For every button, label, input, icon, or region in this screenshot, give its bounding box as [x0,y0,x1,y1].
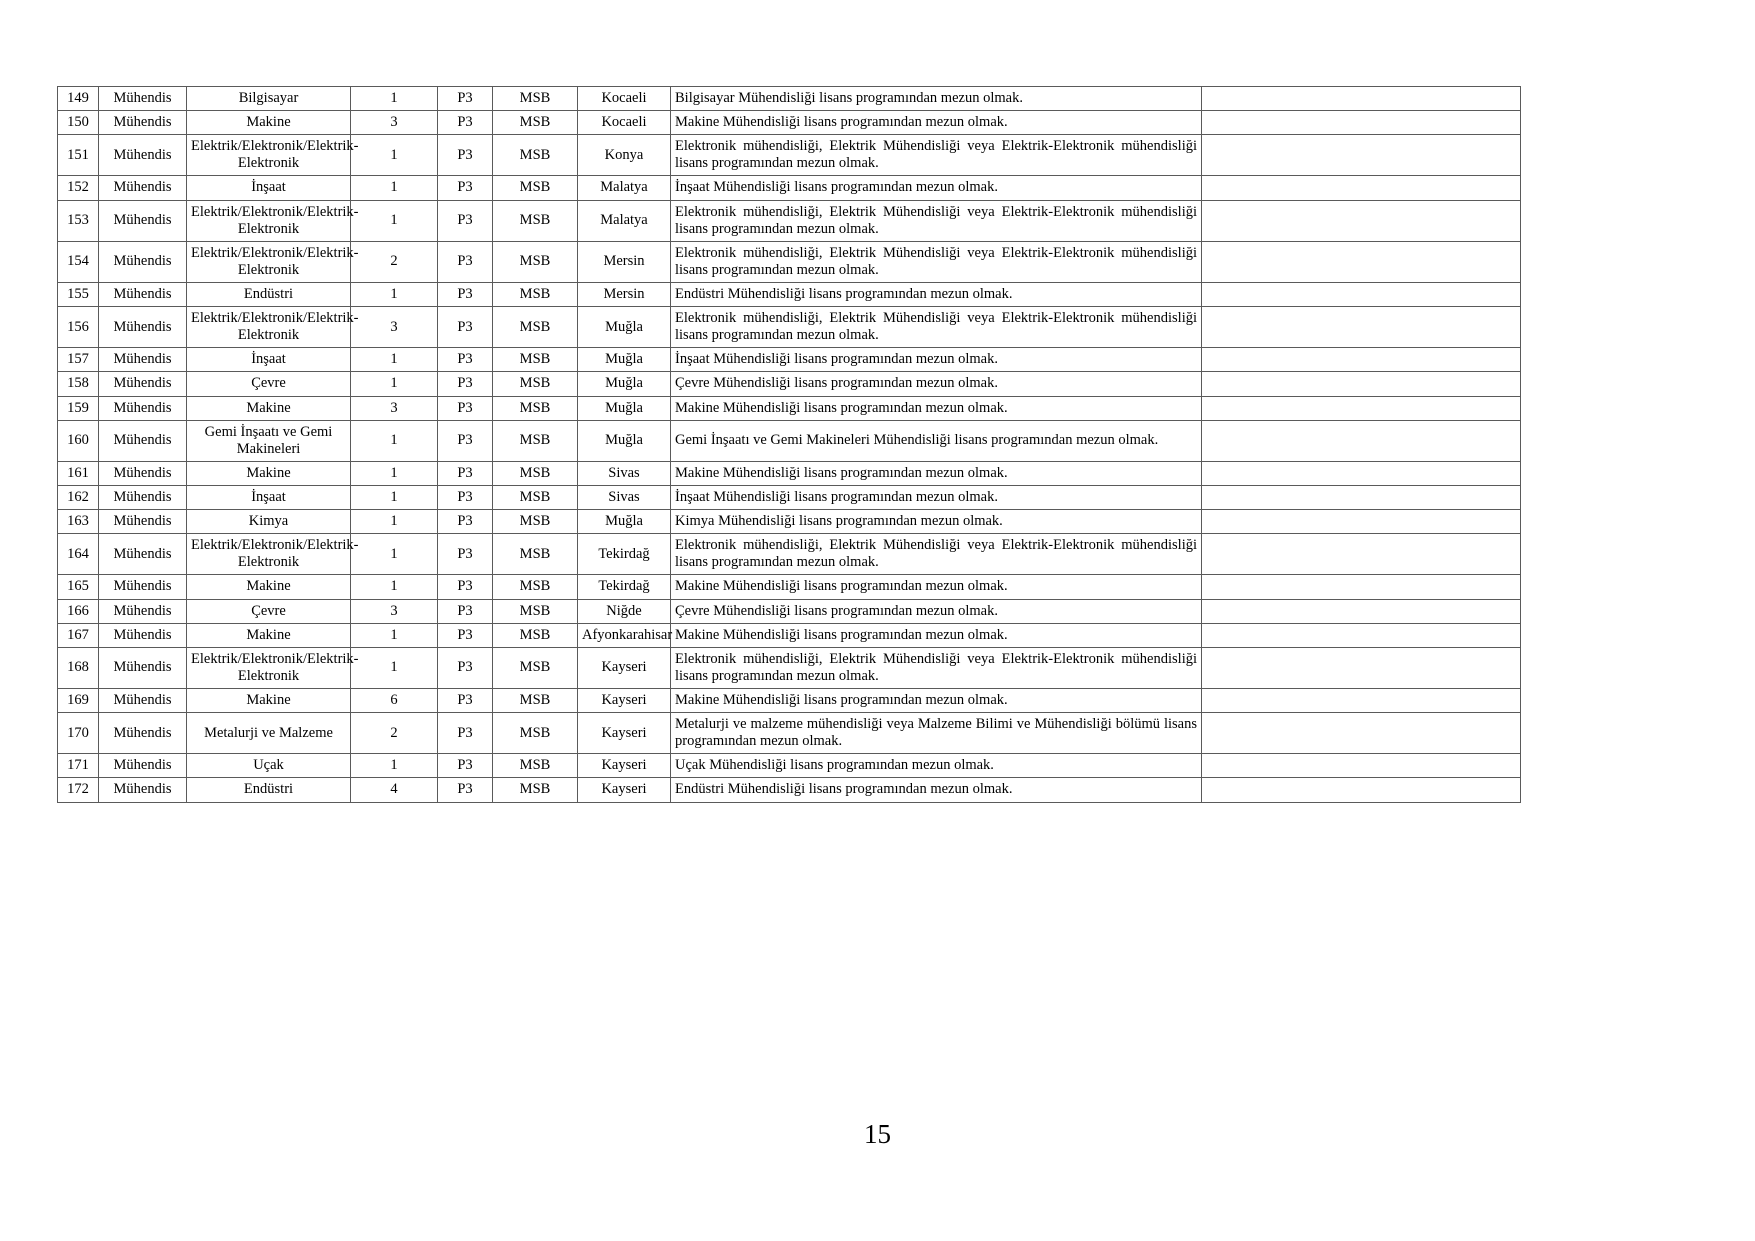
row-description: Metalurji ve malzeme mühendisliği veya Malzeme Bilimi ve Mühendisliği bölümü lisans programından mezun olmak. [671,713,1202,754]
table-row [58,461,1521,485]
row-institution: MSB [493,713,578,754]
positions-table-container [57,86,1520,803]
row-title: Mühendis [99,348,187,372]
row-description: Makine Mühendisliği lisans programından mezun olmak. [671,623,1202,647]
positions-table-body [58,87,1521,803]
row-quantity: 1 [351,420,438,461]
row-city: Muğla [578,420,671,461]
row-quantity: 1 [351,461,438,485]
row-city: Tekirdağ [578,575,671,599]
row-city: Konya [578,135,671,176]
row-group: P3 [438,307,493,348]
row-title: Mühendis [99,510,187,534]
row-group: P3 [438,176,493,200]
row-group: P3 [438,396,493,420]
row-number: 154 [58,241,99,282]
row-quantity: 1 [351,135,438,176]
row-branch: Kimya [187,510,351,534]
row-branch: Elektrik/Elektronik/Elektrik-Elektronik [187,307,351,348]
row-city: Kayseri [578,778,671,802]
row-group: P3 [438,282,493,306]
row-quantity: 1 [351,282,438,306]
row-institution: MSB [493,647,578,688]
row-description: Makine Mühendisliği lisans programından mezun olmak. [671,111,1202,135]
table-row [58,396,1521,420]
row-group: P3 [438,534,493,575]
row-title: Mühendis [99,200,187,241]
row-branch: Çevre [187,372,351,396]
row-description: Makine Mühendisliği lisans programından mezun olmak. [671,688,1202,712]
row-note [1202,778,1521,802]
row-description: Makine Mühendisliği lisans programından mezun olmak. [671,575,1202,599]
row-branch: Gemi İnşaatı ve Gemi Makineleri [187,420,351,461]
row-city: Niğde [578,599,671,623]
positions-table [57,86,1521,803]
row-note [1202,372,1521,396]
row-city: Kocaeli [578,87,671,111]
row-number: 164 [58,534,99,575]
row-institution: MSB [493,200,578,241]
row-city: Sivas [578,461,671,485]
row-description: Çevre Mühendisliği lisans programından mezun olmak. [671,372,1202,396]
row-number: 165 [58,575,99,599]
table-row [58,510,1521,534]
row-institution: MSB [493,372,578,396]
row-group: P3 [438,87,493,111]
row-description: Gemi İnşaatı ve Gemi Makineleri Mühendisliği lisans programından mezun olmak. [671,420,1202,461]
row-institution: MSB [493,111,578,135]
table-row [58,485,1521,509]
row-city: Muğla [578,510,671,534]
row-note [1202,307,1521,348]
row-note [1202,713,1521,754]
row-note [1202,754,1521,778]
row-quantity: 4 [351,778,438,802]
row-branch: Bilgisayar [187,87,351,111]
row-group: P3 [438,510,493,534]
table-row [58,372,1521,396]
table-row [58,778,1521,802]
row-number: 149 [58,87,99,111]
row-city: Tekirdağ [578,534,671,575]
row-branch: Elektrik/Elektronik/Elektrik-Elektronik [187,135,351,176]
row-institution: MSB [493,599,578,623]
row-quantity: 3 [351,599,438,623]
row-city: Malatya [578,176,671,200]
row-group: P3 [438,241,493,282]
row-note [1202,135,1521,176]
table-row [58,111,1521,135]
row-quantity: 1 [351,485,438,509]
row-quantity: 3 [351,307,438,348]
row-institution: MSB [493,348,578,372]
row-number: 155 [58,282,99,306]
row-branch: İnşaat [187,176,351,200]
row-branch: Makine [187,396,351,420]
row-group: P3 [438,754,493,778]
row-city: Mersin [578,241,671,282]
row-branch: Makine [187,688,351,712]
row-quantity: 1 [351,623,438,647]
table-row [58,713,1521,754]
row-branch: Makine [187,111,351,135]
row-title: Mühendis [99,111,187,135]
row-group: P3 [438,575,493,599]
row-institution: MSB [493,176,578,200]
row-group: P3 [438,111,493,135]
row-branch: Elektrik/Elektronik/Elektrik-Elektronik [187,200,351,241]
row-group: P3 [438,688,493,712]
row-description: Elektronik mühendisliği, Elektrik Mühendisliği veya Elektrik-Elektronik mühendisliği lisans programından mezun olmak. [671,200,1202,241]
row-quantity: 1 [351,575,438,599]
row-group: P3 [438,461,493,485]
row-city: Kayseri [578,713,671,754]
table-row [58,688,1521,712]
row-city: Muğla [578,372,671,396]
row-note [1202,111,1521,135]
row-title: Mühendis [99,575,187,599]
table-row [58,176,1521,200]
row-description: Elektronik mühendisliği, Elektrik Mühendisliği veya Elektrik-Elektronik mühendisliği lisans programından mezun olmak. [671,135,1202,176]
row-title: Mühendis [99,623,187,647]
row-quantity: 6 [351,688,438,712]
row-description: Endüstri Mühendisliği lisans programından mezun olmak. [671,778,1202,802]
row-group: P3 [438,623,493,647]
row-group: P3 [438,485,493,509]
row-number: 153 [58,200,99,241]
row-title: Mühendis [99,599,187,623]
row-note [1202,647,1521,688]
table-row [58,623,1521,647]
row-description: Kimya Mühendisliği lisans programından mezun olmak. [671,510,1202,534]
table-row [58,647,1521,688]
row-note [1202,461,1521,485]
table-row [58,87,1521,111]
row-title: Mühendis [99,372,187,396]
row-institution: MSB [493,754,578,778]
row-number: 161 [58,461,99,485]
row-quantity: 1 [351,754,438,778]
row-group: P3 [438,200,493,241]
row-number: 162 [58,485,99,509]
row-description: Uçak Mühendisliği lisans programından mezun olmak. [671,754,1202,778]
row-title: Mühendis [99,688,187,712]
row-note [1202,200,1521,241]
row-note [1202,575,1521,599]
row-note [1202,599,1521,623]
row-quantity: 1 [351,348,438,372]
row-title: Mühendis [99,713,187,754]
row-note [1202,623,1521,647]
page-number: 15 [864,1119,891,1149]
table-row [58,420,1521,461]
row-description: İnşaat Mühendisliği lisans programından mezun olmak. [671,176,1202,200]
row-note [1202,485,1521,509]
row-branch: Elektrik/Elektronik/Elektrik-Elektronik [187,241,351,282]
table-row [58,348,1521,372]
row-title: Mühendis [99,241,187,282]
row-title: Mühendis [99,485,187,509]
row-city: Afyonkarahisar [578,623,671,647]
row-number: 166 [58,599,99,623]
row-quantity: 1 [351,647,438,688]
row-number: 158 [58,372,99,396]
row-note [1202,282,1521,306]
row-note [1202,87,1521,111]
row-city: Muğla [578,307,671,348]
row-note [1202,241,1521,282]
row-number: 168 [58,647,99,688]
row-description: Makine Mühendisliği lisans programından mezun olmak. [671,461,1202,485]
row-institution: MSB [493,534,578,575]
row-note [1202,688,1521,712]
row-quantity: 1 [351,87,438,111]
row-branch: Çevre [187,599,351,623]
row-note [1202,396,1521,420]
row-institution: MSB [493,241,578,282]
row-quantity: 3 [351,111,438,135]
row-branch: Makine [187,461,351,485]
row-title: Mühendis [99,754,187,778]
row-title: Mühendis [99,778,187,802]
row-title: Mühendis [99,176,187,200]
table-row [58,754,1521,778]
row-note [1202,348,1521,372]
row-group: P3 [438,713,493,754]
row-branch: İnşaat [187,348,351,372]
row-title: Mühendis [99,420,187,461]
table-row [58,599,1521,623]
row-title: Mühendis [99,647,187,688]
row-number: 170 [58,713,99,754]
row-quantity: 2 [351,241,438,282]
row-number: 171 [58,754,99,778]
row-institution: MSB [493,485,578,509]
row-number: 150 [58,111,99,135]
row-quantity: 3 [351,396,438,420]
row-note [1202,534,1521,575]
row-description: Elektronik mühendisliği, Elektrik Mühendisliği veya Elektrik-Elektronik mühendisliği lisans programından mezun olmak. [671,307,1202,348]
row-institution: MSB [493,623,578,647]
row-group: P3 [438,599,493,623]
row-group: P3 [438,420,493,461]
row-description: Makine Mühendisliği lisans programından mezun olmak. [671,396,1202,420]
row-branch: İnşaat [187,485,351,509]
row-description: Bilgisayar Mühendisliği lisans programından mezun olmak. [671,87,1202,111]
row-branch: Metalurji ve Malzeme [187,713,351,754]
row-title: Mühendis [99,87,187,111]
row-description: İnşaat Mühendisliği lisans programından mezun olmak. [671,485,1202,509]
row-institution: MSB [493,510,578,534]
row-city: Kayseri [578,647,671,688]
row-group: P3 [438,778,493,802]
table-row [58,135,1521,176]
row-city: Malatya [578,200,671,241]
row-quantity: 2 [351,713,438,754]
table-row [58,575,1521,599]
table-row [58,200,1521,241]
row-description: Çevre Mühendisliği lisans programından mezun olmak. [671,599,1202,623]
row-quantity: 1 [351,176,438,200]
row-institution: MSB [493,87,578,111]
row-branch: Makine [187,623,351,647]
row-title: Mühendis [99,135,187,176]
row-description: Elektronik mühendisliği, Elektrik Mühendisliği veya Elektrik-Elektronik mühendisliği lisans programından mezun olmak. [671,534,1202,575]
row-number: 172 [58,778,99,802]
row-institution: MSB [493,420,578,461]
row-description: Elektronik mühendisliği, Elektrik Mühendisliği veya Elektrik-Elektronik mühendisliği lisans programından mezun olmak. [671,647,1202,688]
row-branch: Elektrik/Elektronik/Elektrik-Elektronik [187,534,351,575]
row-number: 167 [58,623,99,647]
row-group: P3 [438,135,493,176]
row-institution: MSB [493,282,578,306]
table-row [58,241,1521,282]
row-number: 169 [58,688,99,712]
row-title: Mühendis [99,307,187,348]
row-number: 152 [58,176,99,200]
row-institution: MSB [493,688,578,712]
row-branch: Endüstri [187,778,351,802]
row-city: Kocaeli [578,111,671,135]
row-title: Mühendis [99,461,187,485]
row-note [1202,176,1521,200]
row-city: Kayseri [578,688,671,712]
row-number: 159 [58,396,99,420]
row-group: P3 [438,348,493,372]
row-description: Elektronik mühendisliği, Elektrik Mühendisliği veya Elektrik-Elektronik mühendisliği lisans programından mezun olmak. [671,241,1202,282]
row-city: Muğla [578,396,671,420]
row-city: Sivas [578,485,671,509]
row-branch: Elektrik/Elektronik/Elektrik-Elektronik [187,647,351,688]
row-title: Mühendis [99,534,187,575]
row-group: P3 [438,647,493,688]
row-institution: MSB [493,396,578,420]
row-branch: Makine [187,575,351,599]
table-row [58,307,1521,348]
row-quantity: 1 [351,372,438,396]
row-branch: Endüstri [187,282,351,306]
row-branch: Uçak [187,754,351,778]
row-quantity: 1 [351,510,438,534]
row-institution: MSB [493,778,578,802]
row-note [1202,510,1521,534]
row-institution: MSB [493,307,578,348]
row-number: 156 [58,307,99,348]
row-description: İnşaat Mühendisliği lisans programından mezun olmak. [671,348,1202,372]
table-row [58,534,1521,575]
row-note [1202,420,1521,461]
row-institution: MSB [493,461,578,485]
row-number: 151 [58,135,99,176]
row-city: Mersin [578,282,671,306]
row-number: 157 [58,348,99,372]
row-quantity: 1 [351,200,438,241]
row-city: Kayseri [578,754,671,778]
row-number: 160 [58,420,99,461]
row-institution: MSB [493,135,578,176]
row-title: Mühendis [99,396,187,420]
row-city: Muğla [578,348,671,372]
row-description: Endüstri Mühendisliği lisans programından mezun olmak. [671,282,1202,306]
row-title: Mühendis [99,282,187,306]
row-institution: MSB [493,575,578,599]
row-group: P3 [438,372,493,396]
row-number: 163 [58,510,99,534]
row-quantity: 1 [351,534,438,575]
table-row [58,282,1521,306]
